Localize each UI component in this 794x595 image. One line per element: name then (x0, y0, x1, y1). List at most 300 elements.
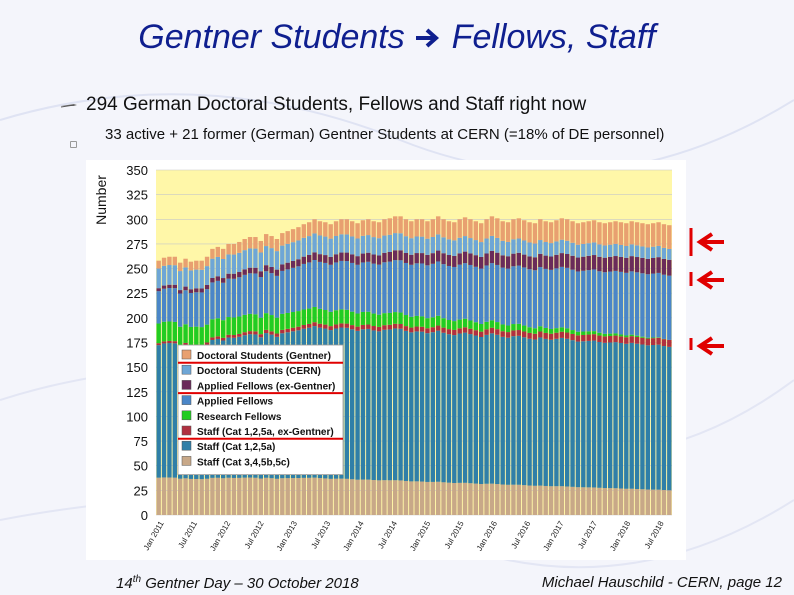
bar-segment (302, 264, 306, 310)
bar-segment (656, 246, 660, 257)
bar-segment (296, 327, 300, 331)
bar-segment (334, 221, 338, 236)
bar-segment (490, 216, 494, 236)
bar-segment (554, 220, 558, 241)
bar-segment (248, 237, 252, 248)
bar-segment (210, 478, 214, 515)
bar-segment (586, 221, 590, 243)
bar-segment (533, 244, 537, 258)
bar-segment (350, 236, 354, 254)
bar-segment (560, 218, 564, 239)
bar-segment (366, 329, 370, 480)
bar-segment (156, 324, 160, 344)
bar-segment (404, 236, 408, 253)
bar-segment (275, 270, 279, 276)
bar-segment (538, 254, 542, 267)
bar-segment (307, 222, 311, 236)
bar-segment (500, 485, 504, 515)
bar-segment (495, 265, 499, 322)
bar-segment (640, 223, 644, 246)
bullet-pen-icon (60, 101, 78, 109)
bar-segment (420, 316, 424, 326)
bar-segment (323, 478, 327, 515)
bar-segment (646, 259, 650, 274)
bar-segment (312, 260, 316, 307)
bar-segment (291, 268, 295, 312)
bar-segment (167, 265, 171, 285)
bar-segment (345, 310, 349, 324)
bar-segment (522, 220, 526, 240)
bar-segment (597, 488, 601, 515)
bar-segment (592, 487, 596, 515)
bar-segment (457, 238, 461, 254)
bar-segment (447, 221, 451, 239)
bar-segment (323, 237, 327, 255)
bar-segment (479, 242, 483, 257)
bar-segment (371, 237, 375, 254)
bar-segment (608, 272, 612, 334)
bar-segment (468, 238, 472, 253)
bar-segment (269, 315, 273, 331)
title-part1: Gentner Students (138, 18, 405, 56)
bar-segment (393, 260, 397, 312)
bar-segment (490, 236, 494, 251)
bar-segment (269, 478, 273, 515)
bar-segment (506, 242, 510, 256)
bar-segment (646, 247, 650, 258)
bar-segment (269, 236, 273, 248)
bar-segment (162, 289, 166, 322)
bar-segment (619, 245, 623, 257)
bar-segment (382, 313, 386, 325)
bar-segment (302, 224, 306, 238)
bar-segment (404, 253, 408, 263)
bar-segment (420, 253, 424, 263)
bar-segment (500, 255, 504, 267)
bar-segment (425, 255, 429, 265)
bar-segment (404, 481, 408, 515)
bar-segment (613, 271, 617, 334)
bar-segment (339, 234, 343, 252)
bar-segment (425, 318, 429, 328)
bar-segment (662, 275, 666, 339)
bar-segment (667, 260, 671, 276)
bar-segment (576, 487, 580, 515)
bar-segment (226, 317, 230, 335)
bar-segment (543, 269, 547, 328)
bar-segment (436, 234, 440, 250)
bar-segment (629, 221, 633, 244)
bar-segment (242, 478, 246, 515)
bar-segment (199, 288, 203, 292)
bar-segment (253, 237, 257, 249)
bar-segment (409, 481, 413, 515)
bar-segment (565, 328, 569, 332)
bar-segment (355, 480, 359, 515)
bar-segment (549, 329, 553, 334)
bar-segment (651, 345, 655, 490)
footer-day-suffix: Gentner Day – 30 October 2018 (141, 575, 359, 592)
bar-segment (576, 223, 580, 244)
bar-segment (517, 485, 521, 515)
bar-segment (189, 289, 193, 293)
bar-segment (565, 219, 569, 240)
bar-segment (275, 239, 279, 251)
bar-segment (527, 339, 531, 486)
bar-segment (554, 333, 558, 339)
bar-segment (619, 257, 623, 272)
bar-segment (420, 263, 424, 316)
bar-segment (452, 321, 456, 330)
bar-segment (656, 338, 660, 345)
bar-segment (425, 328, 429, 333)
bar-segment (608, 336, 612, 343)
bar-segment (495, 329, 499, 335)
bar-segment (237, 272, 241, 277)
bar-segment (318, 324, 322, 328)
bar-segment (517, 218, 521, 238)
bar-segment (269, 331, 273, 334)
bar-segment (447, 329, 451, 334)
bar-segment (205, 325, 209, 343)
y-axis-label: Number (93, 175, 109, 225)
bullet-2: 33 active + 21 former (German) Gentner Students at CERN (=18% of DE personnel) (105, 126, 665, 143)
bar-segment (307, 255, 311, 262)
bar-segment (586, 270, 590, 331)
bar-segment (366, 312, 370, 325)
bar-segment (398, 313, 402, 324)
bar-segment (350, 325, 354, 329)
bar-segment (420, 332, 424, 482)
legend-label: Applied Fellows (197, 396, 274, 408)
bar-segment (495, 335, 499, 484)
bar-segment (232, 318, 236, 336)
bar-segment (285, 329, 289, 332)
bar-segment (264, 478, 268, 515)
bar-segment (280, 264, 284, 270)
bar-segment (543, 256, 547, 269)
bar-segment (237, 242, 241, 253)
bar-segment (613, 488, 617, 515)
bar-segment (302, 325, 306, 329)
bar-segment (323, 255, 327, 263)
bar-segment (646, 490, 650, 515)
bar-segment (651, 274, 655, 338)
bar-segment (318, 262, 322, 309)
bar-segment (441, 333, 445, 483)
bar-segment (226, 244, 230, 254)
bar-segment (560, 486, 564, 515)
bar-segment (237, 277, 241, 316)
bar-segment (350, 329, 354, 479)
bar-segment (199, 261, 203, 270)
bar-segment (554, 255, 558, 269)
bar-segment (205, 266, 209, 285)
bar-segment (339, 253, 343, 261)
bar-segment (339, 261, 343, 309)
bar-segment (409, 255, 413, 265)
bar-segment (452, 330, 456, 335)
red-arrow-icon (691, 228, 724, 256)
bar-segment (275, 479, 279, 515)
bar-segment (463, 263, 467, 319)
bar-segment (237, 253, 241, 272)
bar-segment (474, 221, 478, 240)
y-tick-label: 100 (126, 409, 148, 425)
bar-segment (570, 270, 574, 330)
bar-segment (382, 330, 386, 480)
footer-author: Michael Hauschild - CERN, page 12 (541, 574, 782, 591)
bar-segment (409, 317, 413, 328)
bar-segment (226, 478, 230, 515)
bar-segment (581, 332, 585, 335)
bar-segment (441, 219, 445, 237)
bar-segment (398, 480, 402, 515)
legend-label: Staff (Cat 1,2,5a) (197, 442, 276, 454)
bar-segment (436, 331, 440, 482)
y-tick-label: 125 (126, 384, 148, 400)
slide-title (0, 18, 794, 57)
bar-segment (382, 325, 386, 330)
bar-segment (388, 313, 392, 325)
legend-swatch (182, 456, 191, 465)
bar-segment (468, 265, 472, 321)
bar-segment (377, 331, 381, 480)
bar-segment (285, 244, 289, 263)
bar-segment (156, 291, 160, 323)
bar-segment (629, 256, 633, 271)
bar-segment (447, 334, 451, 482)
bar-segment (167, 477, 171, 515)
bar-segment (522, 337, 526, 485)
x-tick-label: Jan 2012 (208, 519, 233, 553)
bar-segment (366, 253, 370, 262)
bar-segment (388, 262, 392, 313)
bar-segment (603, 336, 607, 342)
bar-segment (355, 223, 359, 238)
bar-segment (646, 224, 650, 247)
bar-segment (178, 479, 182, 515)
bar-segment (156, 269, 160, 289)
bar-segment (296, 227, 300, 240)
x-tick-label: Jul 2014 (376, 519, 400, 551)
bar-segment (608, 342, 612, 488)
legend-swatch (182, 441, 191, 450)
bar-segment (307, 262, 311, 308)
bar-segment (328, 239, 332, 257)
bar-segment (259, 334, 263, 337)
bar-segment (296, 259, 300, 266)
bar-segment (371, 326, 375, 330)
bar-segment (232, 244, 236, 255)
bar-segment (264, 313, 268, 330)
bar-segment (167, 341, 171, 343)
bar-segment (613, 256, 617, 271)
bar-segment (248, 273, 252, 314)
bar-segment (291, 328, 295, 332)
bar-segment (581, 271, 585, 332)
bar-segment (452, 240, 456, 256)
x-tick-label: Jan 2014 (341, 519, 366, 553)
bar-segment (398, 329, 402, 481)
bar-segment (468, 219, 472, 238)
bar-segment (393, 216, 397, 233)
bar-segment (221, 478, 225, 515)
bar-segment (624, 337, 628, 344)
bar-segment (167, 321, 171, 340)
bar-segment (334, 236, 338, 254)
bar-segment (248, 314, 252, 331)
bar-segment (189, 293, 193, 327)
bar-segment (603, 343, 607, 488)
bar-segment (560, 332, 564, 338)
bar-segment (667, 225, 671, 249)
bar-segment (248, 478, 252, 515)
bar-segment (474, 240, 478, 255)
bar-segment (581, 222, 585, 244)
legend-label: Doctoral Students (Gentner) (197, 351, 331, 362)
bar-segment (635, 344, 639, 489)
bar-segment (216, 281, 220, 318)
bar-segment (479, 337, 483, 484)
bar-segment (570, 243, 574, 256)
bar-segment (517, 266, 521, 324)
bar-segment (350, 221, 354, 236)
bar-segment (232, 255, 236, 274)
y-tick-label: 325 (126, 187, 148, 203)
bar-segment (414, 219, 418, 236)
bar-segment (619, 488, 623, 515)
bar-segment (517, 253, 521, 266)
bar-segment (259, 479, 263, 515)
bar-segment (500, 268, 504, 325)
bar-segment (560, 327, 564, 331)
bar-segment (393, 250, 397, 260)
bar-segment (334, 254, 338, 262)
bar-segment (296, 478, 300, 515)
bar-segment (377, 315, 381, 327)
bar-segment (457, 253, 461, 264)
bar-segment (436, 482, 440, 515)
bar-segment (640, 489, 644, 515)
bar-segment (468, 320, 472, 328)
bar-segment (162, 286, 166, 289)
legend-swatch (182, 411, 191, 420)
x-tick-label: Jan 2016 (474, 519, 500, 553)
bar-segment (522, 241, 526, 255)
bar-segment (447, 320, 451, 329)
bar-segment (452, 483, 456, 515)
bar-segment (162, 341, 166, 343)
bar-segment (210, 337, 214, 340)
bar-segment (404, 326, 408, 331)
bar-segment (431, 332, 435, 482)
legend-box (178, 345, 343, 475)
bar-segment (312, 322, 316, 326)
bar-segment (474, 255, 478, 267)
bar-segment (474, 336, 478, 484)
bar-segment (468, 483, 472, 515)
bar-segment (420, 327, 424, 332)
bar-segment (662, 346, 666, 490)
bar-segment (361, 312, 365, 325)
bar-segment (361, 480, 365, 515)
bar-segment (490, 263, 494, 320)
bar-segment (296, 311, 300, 327)
bar-segment (253, 331, 257, 334)
bar-segment (592, 242, 596, 255)
bar-segment (264, 265, 268, 271)
bar-segment (436, 261, 440, 315)
bar-segment (345, 324, 349, 328)
bar-segment (484, 484, 488, 515)
bar-segment (586, 256, 590, 270)
bar-segment (581, 341, 585, 487)
bar-segment (554, 339, 558, 486)
bar-segment (371, 480, 375, 515)
bar-segment (221, 278, 225, 283)
bar-segment (366, 262, 370, 312)
bar-segment (355, 331, 359, 480)
bar-segment (570, 256, 574, 270)
bar-segment (624, 223, 628, 246)
bar-segment (275, 318, 279, 334)
bar-segment (312, 252, 316, 260)
annotation-arrows (686, 220, 746, 360)
bar-segment (500, 331, 504, 337)
bar-segment (447, 483, 451, 515)
bar-segment (603, 258, 607, 273)
bar-segment (662, 259, 666, 275)
bar-segment (570, 487, 574, 515)
bar-segment (667, 490, 671, 515)
bar-segment (549, 257, 553, 270)
bar-segment (307, 236, 311, 255)
bar-segment (355, 327, 359, 331)
bar-segment (597, 222, 601, 244)
bar-segment (581, 487, 585, 515)
bar-segment (409, 238, 413, 255)
bar-segment (156, 345, 160, 478)
bar-segment (603, 223, 607, 245)
bar-segment (651, 490, 655, 515)
bar-segment (527, 269, 531, 327)
bar-segment (549, 340, 553, 487)
bullet-1: 294 German Doctoral Students, Fellows and Staff right now (86, 94, 587, 115)
y-tick-label: 25 (133, 483, 148, 499)
legend-label: Staff (Cat 3,4,5b,5c) (197, 457, 290, 469)
bar-segment (646, 339, 650, 346)
bar-segment (280, 478, 284, 515)
bar-segment (667, 347, 671, 490)
bar-segment (361, 220, 365, 236)
bar-segment (199, 479, 203, 515)
bar-segment (275, 251, 279, 270)
bar-segment (259, 271, 263, 277)
bar-segment (393, 312, 397, 324)
bar-segment (199, 292, 203, 327)
bar-segment (656, 273, 660, 337)
bar-segment (436, 326, 440, 331)
bar-segment (543, 328, 547, 333)
bar-segment (162, 322, 166, 342)
bar-segment (576, 342, 580, 488)
bar-segment (414, 327, 418, 332)
bar-segment (366, 480, 370, 515)
bar-segment (495, 218, 499, 238)
bar-segment (603, 245, 607, 257)
bar-segment (377, 327, 381, 331)
